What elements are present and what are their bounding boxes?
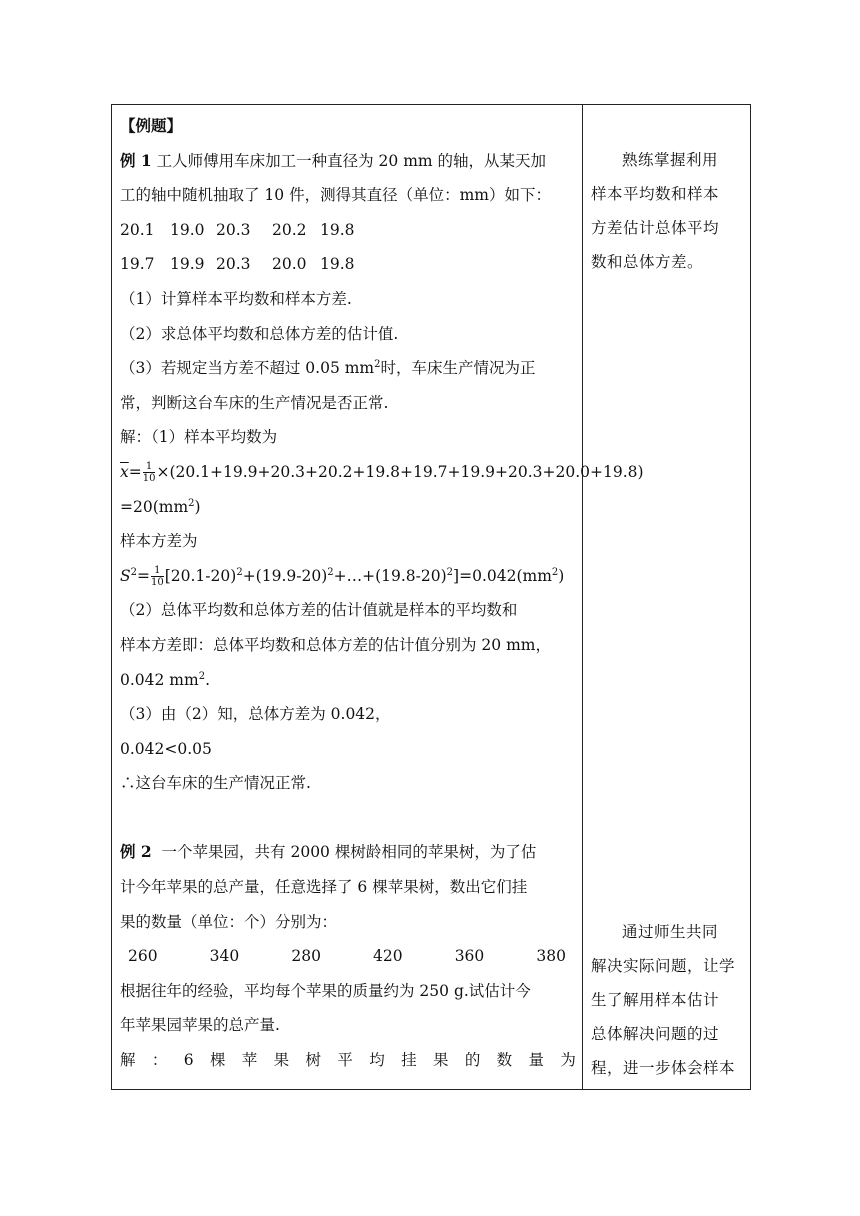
example2-line2: 计今年苹果的总产量，任意选择了 6 棵苹果树，数出它们挂	[120, 878, 528, 897]
data-cell: 19.0	[170, 220, 205, 239]
main-column	[120, 109, 644, 1078]
example2-label: 例 2	[120, 842, 152, 862]
data-cell: 20.1	[120, 220, 155, 239]
count-cell: 380	[536, 947, 566, 966]
variance-close: )	[558, 566, 565, 585]
side-note-line: 通过师生共同	[622, 923, 719, 941]
question-1: （1）计算样本平均数和样本方差.	[120, 289, 352, 308]
period: .	[205, 670, 211, 689]
side-note-line: 解决实际问题，让学	[591, 957, 736, 975]
data-cell: 20.2	[272, 220, 307, 239]
superscript: 2	[374, 359, 381, 371]
solution-3-line1: （3）由（2）知，总体方差为 0.042，	[120, 705, 391, 724]
example2-line3: 果的数量（单位：个）分别为：	[120, 912, 338, 931]
variance-term: [20.1-20)	[164, 566, 237, 585]
side-note-line: 程，进一步体会样本	[591, 1059, 736, 1077]
solution-2-line1: （2）总体平均数和总体方差的估计值就是样本的平均数和	[120, 601, 518, 620]
count-cell: 280	[291, 947, 321, 966]
solution-char: 树	[305, 1051, 322, 1070]
solution-char: 果	[432, 1051, 449, 1070]
lesson-table	[111, 104, 751, 1090]
solution-char: 均	[369, 1051, 385, 1070]
data-cell: 20.3	[216, 255, 251, 274]
count-cell: 260	[128, 947, 158, 966]
solution-char: 果	[273, 1051, 290, 1070]
data-cell: 19.9	[170, 255, 205, 274]
data-cell: 20.3	[216, 220, 251, 239]
data-row-2	[120, 247, 576, 282]
fraction-denominator: 10	[151, 577, 164, 589]
solution-char: 苹	[241, 1051, 258, 1070]
solution-3-line3: ∴这台车床的生产情况正常.	[120, 774, 311, 793]
question-3-text-end: 时，车床生产情况为正	[380, 359, 536, 378]
example2-line5: 根据往年的经验，平均每个苹果的质量约为 250 g.试估计今	[120, 981, 531, 1000]
solution-char: 平	[337, 1051, 353, 1070]
fraction	[151, 565, 164, 588]
fraction-numerator: 1	[151, 565, 164, 577]
spacer	[120, 801, 576, 836]
fraction-numerator: 1	[143, 461, 156, 473]
side-note-1	[591, 143, 741, 279]
question-3-text: （3）若规定当方差不超过 0.05 mm	[120, 359, 375, 378]
variance-term: +(19.9-20)	[242, 566, 328, 585]
side-note-line: 样本平均数和样本	[591, 185, 720, 203]
apple-counts-row	[120, 939, 576, 974]
solution-char: 的	[464, 1051, 481, 1070]
question-3	[120, 351, 576, 386]
solution-2-value: 0.042 mm	[120, 670, 199, 689]
example2-solution-line	[120, 1043, 576, 1078]
side-note-line: 方差估计总体平均	[591, 219, 720, 237]
mean-result	[120, 490, 576, 525]
side-note-line: 数和总体方差。	[591, 253, 704, 271]
solution-3-line2: 0.042<0.05	[120, 739, 212, 758]
example1-line1	[120, 144, 576, 179]
mean-symbol: $\overline{x}$	[120, 462, 129, 481]
example1-label: 例 1	[120, 150, 152, 170]
example1-line2: 工的轴中随机抽取了 10 件，测得其直径（单位：mm）如下：	[120, 186, 551, 205]
solution-char: 挂	[401, 1051, 417, 1070]
side-note-line: 熟练掌握利用	[622, 151, 719, 169]
variance-term: +…+(19.8-20)	[333, 566, 447, 585]
variance-label: 样本方差为	[120, 532, 198, 551]
solution-2-line3: 0.042 $mm^2$.	[120, 670, 211, 689]
mean-result-text: =20(mm	[120, 497, 189, 516]
solution-char: ：	[151, 1051, 168, 1070]
example2-line6: 年苹果园苹果的总产量.	[120, 1016, 280, 1035]
data-cell: 19.7	[120, 255, 155, 274]
variance-formula: $S^2=$ $\frac{1}{10}$ $[20.1-20)^2+(19.9-20)^2+\dots+(19.8-20)^2]=0.042(mm^2)$	[120, 565, 565, 589]
data-cell: 19.8	[320, 220, 355, 239]
mean-result-close: )	[194, 497, 201, 516]
count-cell: 360	[454, 947, 485, 966]
solution-char: 棵	[209, 1051, 226, 1070]
question-2: （2）求总体平均数和总体方差的估计值.	[120, 324, 399, 343]
solution-char: 为	[560, 1051, 576, 1070]
section-header: 【例题】	[120, 116, 183, 135]
solution-char: 数	[496, 1051, 513, 1070]
fraction-denominator: 10	[142, 473, 156, 485]
count-cell: 340	[209, 947, 240, 966]
data-cell: 19.8	[320, 255, 355, 274]
count-cell: 420	[373, 947, 403, 966]
solution-char: 6	[183, 1051, 194, 1070]
example2-line1	[120, 835, 576, 870]
fraction	[143, 461, 156, 484]
data-cell: 20.0	[272, 255, 307, 274]
variance-term: ]=0.042(mm	[453, 566, 552, 585]
side-note-2	[591, 915, 741, 1085]
mean-expression: ×(20.1+19.9+20.3+20.2+19.8+19.7+19.9+20.3+20.0+19.8)	[156, 462, 644, 481]
variance-symbol: S	[120, 566, 131, 585]
side-note-line: 生了解用样本估计	[591, 991, 720, 1009]
question-3-line2: 常，判断这台车床的生产情况是否正常.	[120, 393, 389, 412]
solution-1: 解：（1）样本平均数为	[120, 428, 278, 447]
solution-char: 解	[120, 1051, 136, 1070]
solution-2-line2: 样本方差即：总体平均数和总体方差的估计值分别为 20 mm，	[120, 635, 551, 654]
superscript: 2	[188, 497, 195, 509]
data-row-1	[120, 213, 576, 248]
example1-text1: 工人师傅用车床加工一种直径为 20 mm 的轴，从某天加	[156, 151, 547, 170]
column-divider	[582, 105, 583, 1089]
example2-text1: 一个苹果园，共有 2000 棵树龄相同的苹果树，为了估	[161, 843, 537, 862]
side-note-line: 总体解决问题的过	[591, 1025, 720, 1043]
mean-formula: $\overline{x}=$ $\frac{1}{10}$ ×(20.1+19.9+20.3+20.2+19.8+19.7+19.9+20.3+20.0+19.8)	[120, 461, 644, 485]
solution-char: 量	[528, 1051, 545, 1070]
